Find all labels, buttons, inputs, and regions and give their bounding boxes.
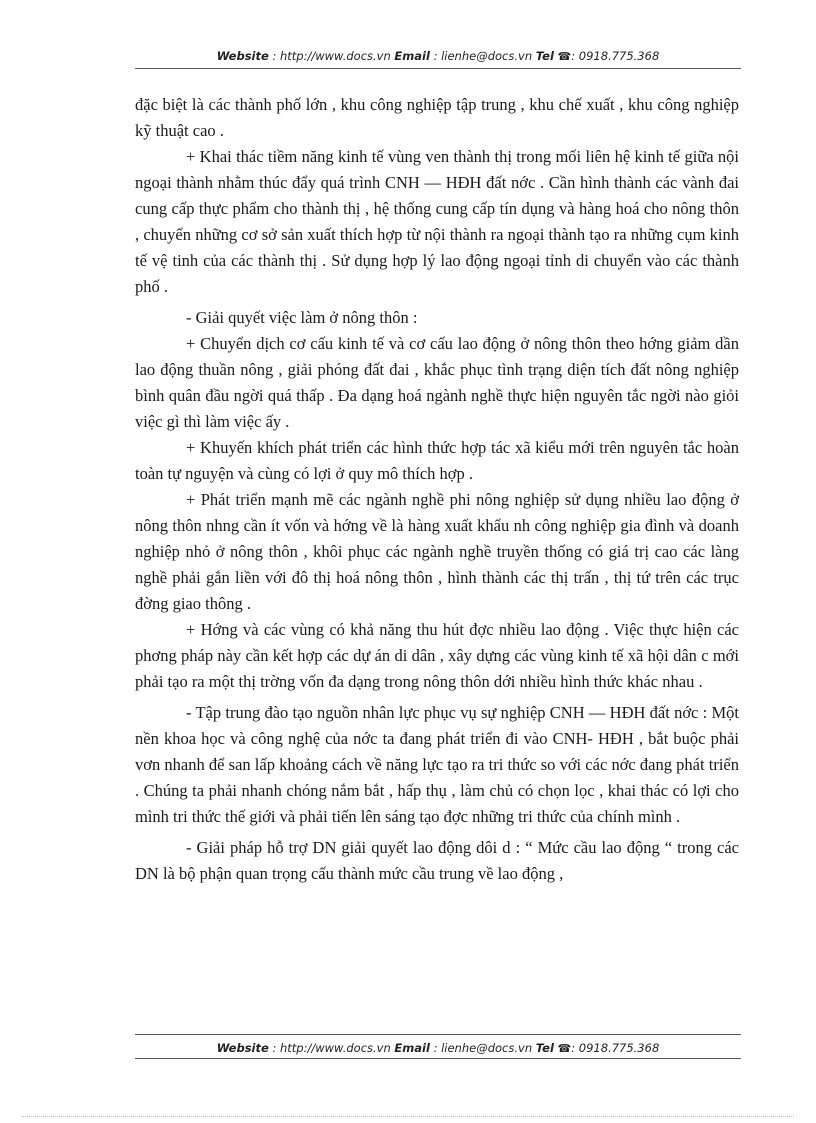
paragraph: + Hớng và các vùng có khả năng thu hút đợc nhiều lao động . Việc thực hiện các phơng pháp này cần kết hợp các dự án di dân , xây dựng các vùng kinh tế xã hội dân c mới phải tạo ra một thị trờng vốn đa dạng trong nông thôn dới nhiều hình thức khác nhau . bbox=[135, 620, 739, 691]
paragraph: - Tập trung đào tạo nguồn nhân lực phục vụ sự nghiệp CNH — HĐH đất nớc : Một nền khoa học và công nghệ của nớc ta đang phát triển đi vào CNH- HĐH , bắt buộc phải vơn nhanh để san lấp khoảng cách về năng lực tạo ra tri thức so với các nớc đang phát triển . Chúng ta phải nhanh chóng nắm bắt , hấp thụ , làm chủ có chọn lọc , khai thác có lợi cho mình tri thức thế giới và phải tiến lên sáng tạo đợc những tri thức của chính mình . bbox=[135, 703, 739, 826]
email-label: Email bbox=[394, 49, 430, 63]
paragraph: + Chuyển dịch cơ cấu kinh tế và cơ cấu lao động ở nông thôn theo hớng giảm dần lao động thuần nông , giải phóng đất đai , khắc phục tình trạng diện tích đất nông nghiệp bình quân đầu ngời quá thấp . Đa dạng hoá ngành nghề thực hiện nguyên tắc ngời nào giỏi việc gì thì làm việc ấy . bbox=[135, 334, 739, 431]
email-value: : lienhe@docs.vn bbox=[433, 49, 533, 63]
website-url: : http://www.docs.vn bbox=[272, 49, 391, 63]
footer-rule bbox=[135, 1034, 741, 1035]
paragraph: + Khuyến khích phát triển các hình thức hợp tác xã kiểu mới trên nguyên tắc hoàn toàn tự nguyện và cùng có lợi ở quy mô thích hợp . bbox=[135, 438, 739, 483]
page-edge-dots bbox=[22, 1116, 794, 1117]
paragraph: đặc biệt là các thành phố lớn , khu công nghiệp tập trung , khu chế xuất , khu công nghiệp kỹ thuật cao . bbox=[135, 95, 739, 140]
website-url: : http://www.docs.vn bbox=[272, 1041, 391, 1055]
footer-bottom-rule bbox=[135, 1058, 741, 1059]
document-body bbox=[135, 92, 739, 887]
paragraph: - Giải pháp hỗ trợ DN giải quyết lao động dôi d : “ Mức cầu lao động “ trong các DN là bộ phận quan trọng cấu thành mức cầu trung về lao động , bbox=[135, 838, 739, 883]
page-header bbox=[135, 49, 741, 63]
email-label: Email bbox=[394, 1041, 430, 1055]
tel-label: Tel bbox=[535, 1041, 554, 1055]
phone-icon: ☎ bbox=[557, 50, 572, 63]
header-rule bbox=[135, 68, 741, 69]
paragraph: + Khai thác tiềm năng kinh tế vùng ven thành thị trong mối liên hệ kinh tế giữa nội ngoại thành nhằm thúc đẩy quá trình CNH — HĐH đất nớc . Cần hình thành các vành đai cung cấp thực phẩm cho thành thị , hệ thống cung cấp tín dụng và hàng hoá cho nông thôn , chuyển những cơ sở sản xuất thích hợp từ nội thành ra ngoại thành tạo ra những cụm kinh tế vệ tinh của các thành thị . Sử dụng hợp lý lao động ngoại tỉnh di chuyển vào các thành phố . bbox=[135, 147, 739, 296]
email-value: : lienhe@docs.vn bbox=[433, 1041, 533, 1055]
tel-label: Tel bbox=[535, 49, 554, 63]
paragraph: - Giải quyết việc làm ở nông thôn : bbox=[186, 308, 418, 327]
website-label: Website bbox=[216, 1041, 269, 1055]
paragraph: + Phát triển mạnh mẽ các ngành nghề phi nông nghiệp sử dụng nhiều lao động ở nông thôn nhng cần ít vốn và hớng về là hàng xuất khẩu nh công nghiệp gia đình và doanh nghiệp nhỏ ở nông thôn , khôi phục các ngành nghề truyền thống có giá trị cao các làng nghề phải gắn liền với đô thị hoá nông thôn , hình thành các thị trấn , thị tứ trên các trục đờng giao thông . bbox=[135, 490, 739, 613]
tel-value: : 0918.775.368 bbox=[571, 1041, 660, 1055]
tel-value: : 0918.775.368 bbox=[571, 49, 660, 63]
page-footer bbox=[135, 1041, 741, 1055]
phone-icon: ☎ bbox=[557, 1042, 572, 1055]
website-label: Website bbox=[216, 49, 269, 63]
